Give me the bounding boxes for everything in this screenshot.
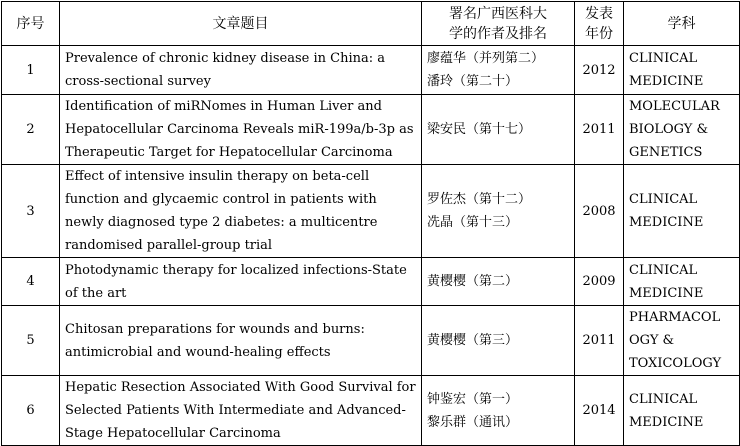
row-year: 2009 [575,258,624,306]
row-subject [624,306,740,376]
row-subject [624,376,740,446]
subject-line: OGY & [629,333,675,348]
subject-line: MOLECULAR [629,99,720,114]
header-year-line2: 年份 [585,25,613,42]
subject-line: CLINICAL [629,51,698,66]
author-entry: 罗佐杰（第十二） [427,192,532,207]
header-index: 序号 [2,2,60,46]
subject-line: MEDICINE [629,215,704,230]
row-authors [422,376,575,446]
header-row [2,2,740,46]
table-row [2,46,740,95]
table-row [2,376,740,446]
subject-line: CLINICAL [629,262,698,278]
row-title: Hepatic Resection Associated With Good Survival for Selected Patients With Intermediate and Advanced-Stage Hepatocellular Carcinoma [60,376,422,446]
row-year: 2012 [575,46,624,95]
header-year [575,2,624,46]
header-authors-line1: 署名广西医科大 [449,5,547,22]
header-authors-line2: 学的作者及排名 [449,25,547,42]
subject-line: PHARMACOL [629,310,721,325]
row-title: Photodynamic therapy for localized infections-State of the art [60,258,422,306]
subject-line: TOXICOLOGY [629,356,722,371]
table-row [2,95,740,165]
row-subject [624,46,740,95]
row-year: 2008 [575,165,624,258]
subject-line: CLINICAL [629,192,698,207]
author-entry: 廖蕴华（并列第二） [427,51,545,66]
row-title: Prevalence of chronic kidney disease in China: a cross-sectional survey [60,46,422,95]
header-authors [422,2,575,46]
row-authors [422,306,575,376]
subject-line: MEDICINE [629,414,704,430]
row-title: Chitosan preparations for wounds and burns: antimicrobial and wound-healing effects [60,306,422,376]
row-index: 5 [2,306,60,376]
row-index: 2 [2,95,60,165]
author-entry: 冼晶（第十三） [427,215,519,230]
row-year: 2011 [575,306,624,376]
row-subject [624,95,740,165]
subject-line: BIOLOGY & [629,122,709,137]
table-row [2,165,740,258]
row-authors [422,46,575,95]
header-title: 文章题目 [60,2,422,46]
header-year-line1: 发表 [585,5,613,22]
row-year: 2014 [575,376,624,446]
author-entry: 黄樱樱（第三） [427,333,519,348]
row-subject [624,165,740,258]
row-year: 2011 [575,95,624,165]
row-title: Identification of miRNomes in Human Liver and Hepatocellular Carcinoma Reveals miR-199a/b-3p as Therapeutic Target for Hepatocellular Carcinoma [60,95,422,165]
row-title: Effect of intensive insulin therapy on beta-cell function and glycaemic control in patients with newly diagnosed type 2 diabetes: a multicentre randomised parallel-group trial [60,165,422,258]
author-entry: 黎乐群（通讯） [427,414,519,430]
author-entry: 黄樱樱（第二） [427,274,519,289]
subject-line: CLINICAL [629,391,698,407]
row-authors [422,165,575,258]
header-subject: 学科 [624,2,740,46]
author-entry: 潘玲（第二十） [427,74,519,89]
subject-line: GENETICS [629,145,703,160]
papers-table [1,1,740,446]
subject-line: MEDICINE [629,74,704,89]
row-authors [422,258,575,306]
subject-line: MEDICINE [629,285,704,301]
table-row [2,306,740,376]
author-entry: 梁安民（第十七） [427,122,532,137]
row-authors [422,95,575,165]
row-index: 6 [2,376,60,446]
row-index: 1 [2,46,60,95]
row-index: 4 [2,258,60,306]
row-subject [624,258,740,306]
table-row [2,258,740,306]
author-entry: 钟鉴宏（第一） [427,391,519,407]
row-index: 3 [2,165,60,258]
